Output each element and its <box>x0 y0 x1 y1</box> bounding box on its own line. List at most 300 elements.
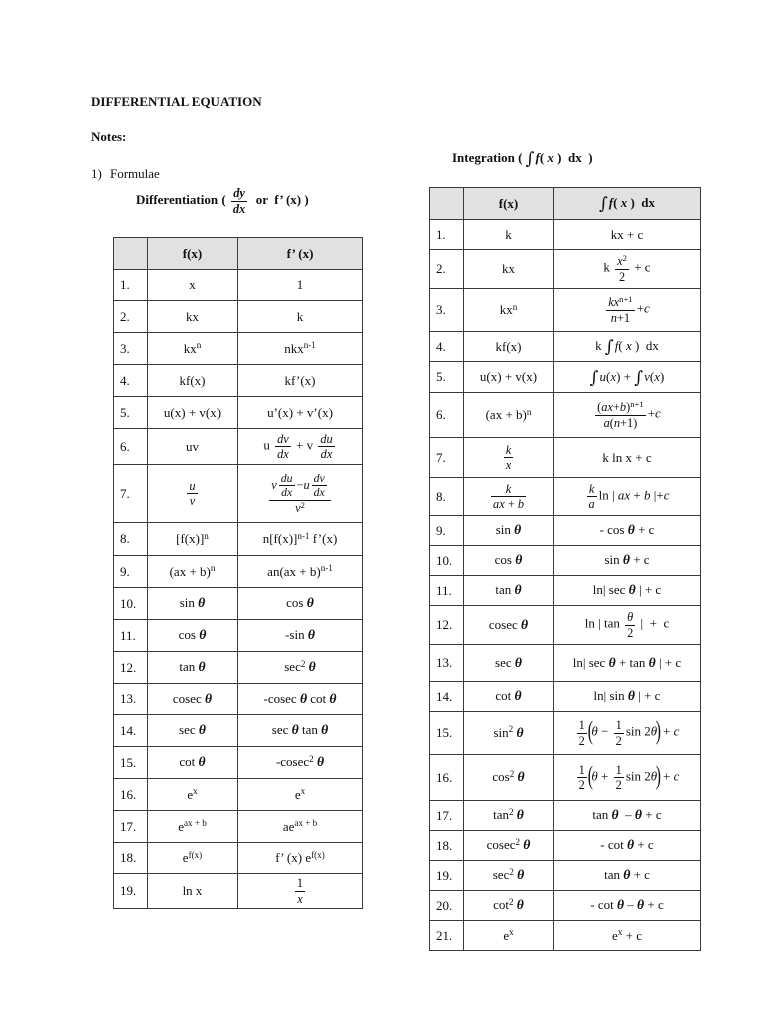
math-text: sin <box>495 522 515 538</box>
derivative-cell <box>238 556 363 588</box>
italic-symbol: ax <box>493 497 505 511</box>
table-row <box>114 588 363 620</box>
row-number: 1. <box>114 270 148 301</box>
math-text: 2 <box>615 733 622 748</box>
function-cell <box>148 429 238 465</box>
derivative-cell <box>238 523 363 556</box>
table-row <box>430 682 701 712</box>
math-text: | + c <box>655 654 682 670</box>
integral-cell <box>554 220 701 250</box>
integral-sign: ∫ <box>634 366 644 387</box>
math-text: tan <box>298 722 322 738</box>
superscript: n-1 <box>297 530 310 541</box>
fraction <box>595 400 646 429</box>
theta-symbol: θ <box>627 688 635 704</box>
superscript: ax + b <box>183 818 207 829</box>
superscript: f(x) <box>188 849 203 860</box>
italic-symbol: v <box>295 500 301 515</box>
italic-symbol: c <box>644 300 650 316</box>
theta-symbol: θ <box>622 552 630 568</box>
function-cell <box>464 861 554 891</box>
math-text: | + c <box>635 688 661 704</box>
math-text: sin 2 <box>625 723 651 739</box>
integral-cell <box>554 606 701 645</box>
fraction-numerator <box>318 432 334 447</box>
theta-symbol: θ <box>198 595 206 611</box>
math-text: nkx <box>284 340 304 356</box>
function-cell <box>148 556 238 588</box>
math-text: + c <box>622 927 642 943</box>
table-row <box>430 438 701 478</box>
section-heading <box>91 166 160 182</box>
superscript: 2 <box>515 836 521 847</box>
row-number: 3. <box>430 289 464 332</box>
math-text: k <box>505 226 512 242</box>
derivative-cell <box>238 397 363 429</box>
superscript: 2 <box>622 253 627 263</box>
function-cell <box>148 874 238 909</box>
theta-symbol: θ <box>205 690 213 706</box>
italic-symbol: dx <box>281 486 293 500</box>
math-text: ( <box>609 415 614 430</box>
math-text: kf(x) <box>495 338 522 354</box>
italic-symbol: c <box>655 405 661 421</box>
theta-symbol: θ <box>198 659 206 675</box>
math-text: – <box>624 897 638 913</box>
math-text: ( <box>539 150 548 165</box>
math-text: n[f(x)] <box>262 531 298 547</box>
header-number <box>114 238 148 270</box>
integration-table <box>429 187 701 951</box>
fraction-denominator <box>231 202 247 216</box>
row-number: 13. <box>114 684 148 715</box>
table-row <box>430 393 701 438</box>
large-parenthesis: ) <box>655 716 662 745</box>
function-cell <box>148 588 238 620</box>
theta-symbol: θ <box>329 690 337 706</box>
function-cell <box>148 811 238 843</box>
math-text: | + c <box>637 615 670 631</box>
italic-symbol: u <box>599 368 606 384</box>
math-text: ln x <box>182 883 203 899</box>
superscript: n+1 <box>619 294 633 304</box>
theta-symbol: θ <box>514 582 522 598</box>
fraction <box>279 472 295 500</box>
row-number: 3. <box>114 333 148 365</box>
row-number: 13. <box>430 645 464 682</box>
math-text: + <box>647 405 656 421</box>
theta-symbol: θ <box>521 616 529 632</box>
table-row <box>430 516 701 546</box>
fraction-numerator <box>231 186 247 201</box>
math-text: or f’ (x) ) <box>249 192 309 207</box>
math-text: f(x) <box>498 195 519 211</box>
row-number: 18. <box>430 831 464 861</box>
function-cell <box>148 684 238 715</box>
math-text: 1 <box>578 762 585 777</box>
row-number: 14. <box>430 682 464 712</box>
math-text: -cosec <box>263 690 300 706</box>
italic-symbol: du <box>320 431 333 446</box>
function-cell <box>148 333 238 365</box>
fraction-denominator <box>295 892 305 906</box>
derivative-cell <box>238 874 363 909</box>
italic-symbol: n <box>613 415 621 430</box>
theta-symbol: θ <box>291 722 299 738</box>
math-text: k ln x + c <box>602 449 652 465</box>
function-cell <box>464 393 554 438</box>
row-number: 15. <box>114 747 148 779</box>
math-text: cot <box>493 897 509 913</box>
integral-cell <box>554 289 701 332</box>
integral-cell <box>554 831 701 861</box>
table-row <box>430 831 701 861</box>
table-row <box>114 270 363 301</box>
fraction-numerator <box>269 472 330 501</box>
superscript: n <box>526 406 532 417</box>
table-header-row <box>430 188 701 220</box>
differentiation-table <box>113 237 363 909</box>
fraction <box>614 763 624 792</box>
header-derivative <box>238 238 363 270</box>
notes-label: Notes: <box>91 129 127 144</box>
function-cell <box>464 289 554 332</box>
superscript: x <box>300 786 306 797</box>
integral-cell <box>554 362 701 393</box>
row-number: 7. <box>114 465 148 523</box>
table-row <box>430 289 701 332</box>
math-text: − <box>296 477 304 492</box>
table-row <box>430 891 701 921</box>
row-number: 15. <box>430 712 464 755</box>
theta-symbol: θ <box>515 552 523 568</box>
theta-symbol: θ <box>514 688 522 704</box>
math-text: uv <box>186 438 199 454</box>
math-text: cos <box>492 769 510 785</box>
document-title: DIFFERENTIAL EQUATION <box>91 94 262 109</box>
table-row <box>430 801 701 831</box>
superscript: 2 <box>509 768 515 779</box>
fraction <box>606 295 634 324</box>
row-number: 4. <box>430 332 464 362</box>
derivative-cell <box>238 811 363 843</box>
math-text: ln| sec <box>592 582 629 598</box>
fraction <box>577 718 587 747</box>
derivative-cell <box>238 620 363 652</box>
math-text: + <box>659 768 674 784</box>
superscript: x <box>193 786 198 797</box>
italic-symbol: x <box>620 195 628 211</box>
function-cell <box>464 220 554 250</box>
theta-symbol: θ <box>514 654 522 670</box>
differentiation-rows <box>114 270 363 909</box>
function-cell <box>148 465 238 523</box>
function-cell <box>148 270 238 301</box>
math-text: + <box>630 487 645 503</box>
italic-symbol: b <box>517 497 524 511</box>
math-text: 1 <box>296 277 304 293</box>
integral-cell <box>554 861 701 891</box>
derivative-cell <box>238 429 363 465</box>
math-text: 2 <box>615 778 622 792</box>
superscript: 2 <box>509 806 514 817</box>
integral-cell <box>554 516 701 546</box>
math-text: e <box>294 786 301 802</box>
derivative-cell <box>238 747 363 779</box>
italic-symbol: θ <box>627 610 634 625</box>
math-text: sec <box>271 722 292 738</box>
fraction-denominator <box>187 494 197 508</box>
theta-symbol: θ <box>516 807 524 823</box>
table-row <box>430 712 701 755</box>
fraction <box>312 472 327 500</box>
fraction <box>318 432 334 461</box>
math-text: ln| sin <box>593 688 628 704</box>
math-text: -cosec <box>275 754 310 770</box>
theta-symbol: θ <box>628 582 636 598</box>
fraction <box>625 610 635 639</box>
row-number: 8. <box>114 523 148 556</box>
italic-symbol: x <box>625 338 632 354</box>
integral-cell <box>554 712 701 755</box>
math-text: cot <box>495 688 515 704</box>
table-row <box>114 620 363 652</box>
function-cell <box>464 362 554 393</box>
function-cell <box>464 606 554 645</box>
math-text: 1 <box>296 876 304 891</box>
fraction-denominator <box>318 447 334 461</box>
row-number: 18. <box>114 843 148 874</box>
fraction-numerator <box>275 432 291 447</box>
math-text: k <box>296 308 304 324</box>
integral-sign: ∫ <box>589 366 599 387</box>
math-text: + <box>612 400 620 415</box>
theta-symbol: θ <box>198 722 206 738</box>
math-text: k <box>595 338 605 354</box>
italic-symbol: ax <box>601 400 613 415</box>
theta-symbol: θ <box>523 837 531 853</box>
theta-symbol: θ <box>199 627 207 643</box>
italic-symbol: dx <box>277 447 289 461</box>
math-text: kf(x) <box>179 372 206 388</box>
integral-cell <box>554 438 701 478</box>
italic-symbol: b <box>644 487 651 503</box>
theta-symbol: θ <box>637 897 645 913</box>
italic-symbol: f <box>608 195 614 211</box>
math-text: kx + c <box>610 226 644 242</box>
integral-cell <box>554 645 701 682</box>
theta-symbol: θ <box>308 659 316 675</box>
fraction-numerator <box>615 254 629 269</box>
large-parenthesis: ) <box>655 760 662 790</box>
math-text: cosec <box>488 616 522 632</box>
row-number: 1. <box>430 220 464 250</box>
math-text: +1) <box>620 415 638 430</box>
fraction-numerator <box>504 443 513 458</box>
table-row <box>114 715 363 747</box>
integral-cell <box>554 332 701 362</box>
math-text: ln| sec <box>572 654 609 670</box>
italic-symbol: x <box>547 150 554 165</box>
theta-symbol: θ <box>299 690 308 706</box>
row-number: 16. <box>430 755 464 801</box>
math-text: - cot <box>600 837 627 853</box>
math-text: 1 <box>615 718 622 733</box>
italic-symbol: x <box>610 368 617 384</box>
italic-symbol: n <box>610 310 617 325</box>
fraction <box>491 482 526 511</box>
math-text: tan <box>179 659 199 675</box>
italic-symbol: dv <box>313 471 325 485</box>
italic-symbol: dx <box>313 486 325 500</box>
fraction <box>275 432 291 461</box>
integral-cell <box>554 478 701 516</box>
fraction-numerator <box>295 876 305 891</box>
math-text: u(x) + v(x) <box>163 404 222 420</box>
table-row <box>114 365 363 397</box>
row-number: 16. <box>114 779 148 811</box>
italic-symbol: x <box>297 891 303 906</box>
row-number: 6. <box>430 393 464 438</box>
table-row <box>114 684 363 715</box>
italic-symbol: x <box>505 458 512 472</box>
integral-cell <box>554 891 701 921</box>
math-text: Integration ( <box>452 150 526 165</box>
math-text: – <box>618 807 635 823</box>
row-number: 11. <box>430 576 464 606</box>
fraction <box>577 763 587 792</box>
math-text: k <box>603 259 614 275</box>
fraction <box>504 443 513 472</box>
math-text: + v <box>292 437 317 453</box>
fraction-numerator <box>187 479 197 494</box>
italic-symbol: v <box>271 477 277 492</box>
superscript: x <box>617 927 623 938</box>
function-cell <box>148 620 238 652</box>
fraction-denominator <box>269 501 330 515</box>
row-number: 14. <box>114 715 148 747</box>
math-text: sec <box>284 659 301 675</box>
italic-symbol: dv <box>277 431 289 446</box>
superscript: n-1 <box>303 340 316 351</box>
superscript: x <box>509 927 514 938</box>
derivative-cell <box>238 270 363 301</box>
math-text: ae <box>282 818 295 834</box>
superscript: n <box>512 301 518 312</box>
math-text: ln | tan <box>584 615 624 631</box>
italic-symbol: b <box>619 400 627 415</box>
table-row <box>114 874 363 909</box>
fraction-denominator <box>587 497 597 511</box>
large-parenthesis: ( <box>587 716 593 745</box>
derivative-cell <box>238 652 363 684</box>
math-text: u’(x) + v’(x) <box>267 404 333 420</box>
math-text: Differentiation ( <box>136 192 229 207</box>
table-row <box>430 332 701 362</box>
math-text: e <box>187 786 194 802</box>
function-cell <box>148 301 238 333</box>
row-number: 2. <box>430 250 464 289</box>
math-text: kx <box>183 340 197 356</box>
math-text: 1 <box>578 718 585 733</box>
math-text: tan <box>493 807 509 823</box>
math-text: cos <box>494 552 516 568</box>
superscript: f(x) <box>311 849 325 860</box>
italic-symbol: f <box>614 338 619 354</box>
math-text: + <box>659 723 674 739</box>
math-text: sin <box>604 552 623 568</box>
table-row <box>114 465 363 523</box>
math-text: ln | <box>598 487 618 503</box>
math-text: tan <box>604 867 624 883</box>
superscript: n <box>204 530 209 541</box>
theta-symbol: θ <box>623 867 631 883</box>
math-text: | + c <box>635 582 662 598</box>
table-row <box>114 429 363 465</box>
fraction-numerator <box>577 718 587 733</box>
function-cell <box>148 779 238 811</box>
math-text: kf’(x) <box>284 372 316 388</box>
math-text: ) dx <box>627 195 656 211</box>
row-number: 5. <box>430 362 464 393</box>
row-number: 17. <box>430 801 464 831</box>
math-text: ( <box>649 368 655 384</box>
row-number: 4. <box>114 365 148 397</box>
superscript: ax + b <box>294 818 318 829</box>
header-integral <box>554 188 701 220</box>
differentiation-caption <box>136 184 309 216</box>
fraction-numerator <box>312 472 327 486</box>
function-cell <box>464 546 554 576</box>
math-text: 2 <box>627 625 634 640</box>
row-number: 21. <box>430 921 464 951</box>
fraction-denominator <box>595 416 646 430</box>
table-row <box>114 301 363 333</box>
row-number: 10. <box>114 588 148 620</box>
function-cell <box>464 831 554 861</box>
function-cell <box>464 478 554 516</box>
function-cell <box>464 755 554 801</box>
theta-symbol: θ <box>307 627 315 643</box>
integral-cell <box>554 576 701 606</box>
table-row <box>114 397 363 429</box>
math-text: ( <box>605 368 611 384</box>
table-row <box>430 250 701 289</box>
header-function <box>464 188 554 220</box>
math-text: e <box>182 850 189 866</box>
row-number: 9. <box>430 516 464 546</box>
italic-symbol: a <box>603 415 610 430</box>
function-cell <box>148 397 238 429</box>
italic-symbol: c <box>663 487 670 503</box>
header-function <box>148 238 238 270</box>
integration-caption <box>452 146 593 170</box>
function-cell <box>464 682 554 712</box>
section-number: 1) <box>91 166 102 181</box>
superscript: n+1 <box>630 399 644 409</box>
superscript: n <box>210 563 216 574</box>
integral-sign: ∫ <box>598 193 608 214</box>
row-number: 12. <box>114 652 148 684</box>
math-text: f’ (x) e <box>275 850 312 866</box>
table-row <box>114 523 363 556</box>
fraction-denominator <box>275 447 291 461</box>
math-text: ( <box>618 338 626 354</box>
superscript: n-1 <box>320 563 333 574</box>
italic-symbol: x <box>654 368 660 384</box>
italic-symbol: k <box>588 481 595 496</box>
table-header-row <box>114 238 363 270</box>
